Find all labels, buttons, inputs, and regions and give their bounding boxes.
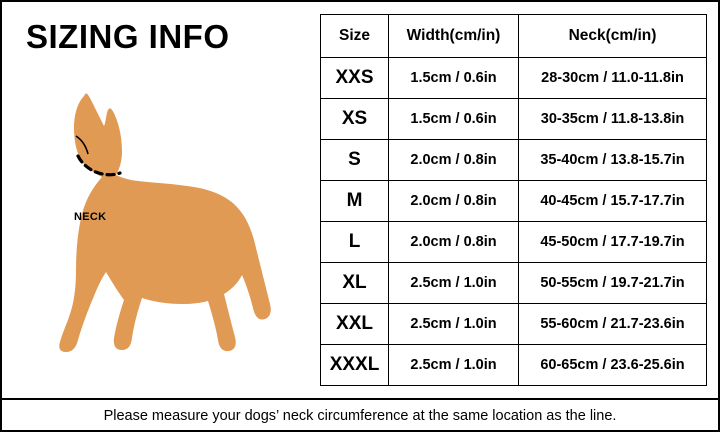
table-body: [321, 58, 707, 386]
cell-neck: 30-35cm / 11.8-13.8in: [519, 99, 707, 140]
table-row: [321, 58, 707, 99]
cell-width: 2.0cm / 0.8in: [389, 140, 519, 181]
dog-illustration: [20, 74, 300, 374]
table-header: [321, 15, 707, 58]
table-row: [321, 304, 707, 345]
cell-size: L: [321, 222, 389, 263]
table-header-row: [321, 15, 707, 58]
cell-size: XS: [321, 99, 389, 140]
cell-neck: 60-65cm / 23.6-25.6in: [519, 345, 707, 386]
cell-size: XXL: [321, 304, 389, 345]
cell-size: XXXL: [321, 345, 389, 386]
cell-width: 2.5cm / 1.0in: [389, 345, 519, 386]
cell-neck: 55-60cm / 21.7-23.6in: [519, 304, 707, 345]
cell-size: XXS: [321, 58, 389, 99]
cell-width: 2.0cm / 0.8in: [389, 181, 519, 222]
cell-width: 1.5cm / 0.6in: [389, 99, 519, 140]
cell-size: S: [321, 140, 389, 181]
cell-width: 2.5cm / 1.0in: [389, 263, 519, 304]
cell-size: M: [321, 181, 389, 222]
cell-neck: 45-50cm / 17.7-19.7in: [519, 222, 707, 263]
dog-svg: [20, 74, 300, 374]
size-chart-table: [320, 14, 707, 386]
cell-neck: 28-30cm / 11.0-11.8in: [519, 58, 707, 99]
left-panel: [2, 2, 314, 398]
neck-label: NECK: [74, 211, 107, 223]
cell-width: 1.5cm / 0.6in: [389, 58, 519, 99]
cell-size: XL: [321, 263, 389, 304]
column-header-neck: Neck(cm/in): [519, 15, 707, 58]
cell-neck: 50-55cm / 19.7-21.7in: [519, 263, 707, 304]
table-row: [321, 263, 707, 304]
column-header-width: Width(cm/in): [389, 15, 519, 58]
table-row: [321, 222, 707, 263]
cell-width: 2.0cm / 0.8in: [389, 222, 519, 263]
table-row: [321, 99, 707, 140]
page-title: SIZING INFO: [26, 18, 230, 55]
column-header-size: Size: [321, 15, 389, 58]
cell-neck: 40-45cm / 15.7-17.7in: [519, 181, 707, 222]
table-row: [321, 140, 707, 181]
cell-width: 2.5cm / 1.0in: [389, 304, 519, 345]
table-row: [321, 345, 707, 386]
footer-note: Please measure your dogs’ neck circumference at the same location as the line.: [103, 408, 617, 424]
table-row: [321, 181, 707, 222]
cell-neck: 35-40cm / 13.8-15.7in: [519, 140, 707, 181]
